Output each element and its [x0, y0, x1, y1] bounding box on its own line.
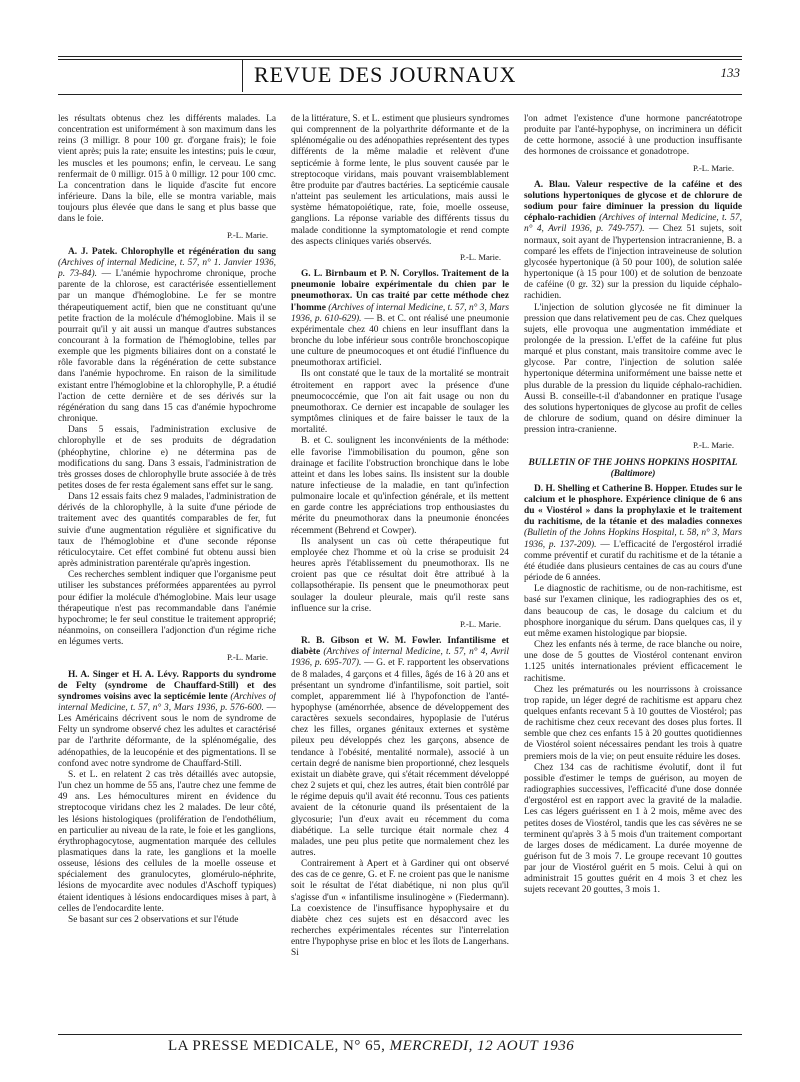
paragraph: l'on admet l'existence d'une hormone pancréatotrope produite par l'anté-hypophyse, on incriminera un déficit de cette hormone, associé à une production insuffisante des hormones de croissance et gonadotrope. [524, 114, 742, 158]
header-vertical-bar [242, 60, 243, 92]
article-heading: G. L. Birnbaum et P. N. Coryllos. Traitement de la pneumonie lobaire expérimentale du chien par le pneumothorax. Un cas traité par cette méthode chez l'homme (Archives of internal Medicine, t. 57, n° 3, Mars 1936, p. 610-629). — B. et C. ont réalisé une pneumonie expérimentale chez 40 chiens en leur insufflant dans la bronche du lobe inférieur sous contrôle bronchoscopique une culture de pneumocoques et ont étudié l'influence du pneumothorax artificiel. [291, 269, 509, 369]
page-footer [58, 1034, 742, 1064]
header-rule-top-double [58, 59, 742, 60]
article-heading: H. A. Singer et H. A. Lévy. Rapports du syndrome de Felty (syndrome de Chauffard-Still) et des syndromes voisins avec la septicémie lente (Archives of internal Medicine, t. 57, n° 3, Mars 1936, p. 576-600. — Les Américains décrivent sous le nom de syndrome de Felty un syndrome observé chez les adultes et caractérisé par de l'arthrite déformante, de la splénomégalie, des adénopathies, de la leucopénie et des pigmentations. Il se confond avec notre syndrome de Chauffard-Still. [58, 669, 276, 769]
paragraph: S. et L. en relatent 2 cas très détaillés avec autopsie, l'un chez un homme de 55 ans, l'autre chez une femme de 49 ans. Les hémocultures mirent en évidence du streptocoque viridans chez les 2 malades. De leur côté, les lésions histologiques (prolifération de l'endothélium, en particulier au niveau de la rate, le foie et les ganglions, érythrophagocytose, augmentation marquée des cellules plasmatiques dans la rate, les ganglions et la moelle osseuse, lésions des cellules de la moelle osseuse et spécialement des granulocytes, glomérulo-néphrite, lésions de myocardite avec nodules d'Aschoff typiques) étaient identiques à lésions endocardiques mises à part, à celles de l'endocardite lente. [58, 769, 276, 914]
footer-rule [58, 1034, 742, 1035]
paragraph: B. et C. soulignent les inconvénients de la méthode: elle favorise l'immobilisation du poumon, gêne son drainage et facilite l'obstruction bronchique dans le lobe atteint et dans les lobes sains. Ils insistent sur la double nature infectieuse de la maladie, en tant qu'infection pulmonaire locale et qu'infection générale, et ils mettent en garde contre les appréciations trop enthousiastes du mérite du pneumothorax dans la pneumonie énoncées récemment (Behrend et Cowper). [291, 436, 509, 536]
paragraph: de la littérature, S. et L. estiment que plusieurs syndromes qui comprennent de la polyarthrite déformante et de la splénomégalie ou des adénopathies représentent des types différents de la même maladie et relèvent d'une septicémie à forme lente, le plus souvent causée par le streptocoque viridans, mais pouvant vraisemblablement être produite par d'autres bactéries. La septicémie causale n'atteint pas seulement les articulations, mais aussi le système hématopoiétique, rate, foie, moelle osseuse, ganglions. La réponse variable des différents tissus du malade conditionne la symptomatologie et rend compte des aspects cliniques variés observés. [291, 114, 509, 247]
paragraph: les résultats obtenus chez les différents malades. La concentration est uniformément à son maximum dans les reins (3 milligr. 8 pour 100 gr. d'organe frais); le foie vient après; puis la rate; ensuite les intestins; puis le cœur, les muscles et les poumons; enfin, le cerveau. Le sang renfermait de 0 milligr. 015 à 0 milligr. 12 pour 100 cmc. La concentration dans le liquide d'ascite fut encore inférieure. Dans la bile, elle se montra variable, mais toujours plus élevée que dans le sang et plus basse que dans le foie. [58, 114, 276, 225]
signature: P.-L. Marie. [692, 162, 734, 173]
header-rule-top [58, 56, 742, 57]
article-heading: R. B. Gibson et W. M. Fowler. Infantilisme et diabète (Archives of internal Medicine, t. 57, n° 4, Avril 1936, p. 695-707). — G. et F. rapportent les observations de 8 malades, 4 garçons et 4 filles, âgés de 16 à 20 ans et présentant un syndrome d'infantilisme, soit partiel, soit complet, apparemment lié à l'hypofonction de l'anté-hypophyse (aménorrhée, absence de développement des caractères sexuels secondaires, hypoplasie de l'utérus chez les filles, organes génitaux externes et système pileux peu développés chez les garçons, absence de tendance à l'obésité, mentalité normale), associé à un certain degré de nanisme bien proportionné, chez lesquels existait un diabète grave, qui s'était récemment développé chez 2 sujets et qui, chez les autres, était bien contrôlé par le régime depuis qu'il avait été reconnu. Tous ces patients avaient de la cétonurie quand ils présentaient de la glycosurie; l'un d'eux avait eu récemment du coma diabétique. La selle turcique était normale chez 4 malades, une peu plus petite que normalement chez les autres. [291, 636, 509, 858]
page-number: 133 [720, 65, 740, 80]
bulletin-section-title: BULLETIN OF THE JOHNS HOPKINS HOSPITAL [528, 457, 738, 468]
paragraph: Chez 134 cas de rachitisme évolutif, dont il fut possible d'estimer le temps de guérison, au moyen de radiographies successives, l'efficacité d'une dose donnée d'ergostérol est en rapport avec la gravité de la maladie. Les cas légers guérissent en 1 à 2 mois, même avec des petites doses de Viostérol, tandis que les cas sévères ne se terminent qu'après 3 à 5 mois d'un traitement comportant de larges doses de médicament. La durée moyenne de guérison fut de 3 mois 7. Le groupe recevant 10 gouttes par jour de Viostérol guérit en 5 mois. Celui à qui on administrait 15 gouttes guérit en 4 mois 3 et chez les sujets recevant 20 gouttes, 3 mois 1. [524, 762, 742, 896]
paragraph: Contrairement à Apert et à Gardiner qui ont observé des cas de ce genre, G. et F. ne croient pas que le nanisme soit le résultat de l'état diabétique, ni non plus qu'il s'agisse d'un « infantilisme insulinogène » (Fiedermann). La coexistence de l'insuffisance hypophysaire et du diabète chez ces sujets est en désaccord avec les recherches expérimentales récentes sur l'interrelation entre l'hypophyse prise en bloc et les îlots de Langerhans. Si [291, 859, 509, 959]
article-heading: D. H. Shelling et Catherine B. Hopper. Etudes sur le calcium et le phosphore. Expérience clinique de 6 ans du « Viostérol » dans la prophylaxie et le traitement du rachitisme, de la tétanie et des maladies connexes (Bulletin of the Johns Hopkins Hospital, t. 58, n° 3, Mars 1936, p. 137-209). — L'efficacité de l'ergostérol irradié comme préventif et curatif du rachitisme et de la tétanie a été étudiée dans plusieurs centaines de cas au cours d'une période de 6 années. [524, 483, 742, 584]
article-heading: A. Blau. Valeur respective de la caféine et des solutions hypertoniques de glycose et de chlorure de sodium pour faire diminuer la pression du liquide céphalo-rachidien (Archives of internal Medicine, t. 57, n° 4, Avril 1936, p. 749-757). — Chez 51 sujets, soit normaux, soit ayant de l'hypertension intracranienne, B. a comparé les effets de l'injection intraveineuse de solution glycosée hypertonique (à 50 pour 100), de solution salée hypertonique (à 15 pour 100) et de solution de benzoate de caféine (0 gr. 32) sur la pression du liquide céphalo-rachidien. [524, 179, 742, 302]
column-2 [291, 114, 509, 1032]
paragraph: L'injection de solution glycosée ne fit diminuer la pression que dans relativement peu de cas. Chez quelques sujets, elle provoqua une augmentation immédiate et prolongée de la pression. L'effet de la caféine fut plus marqué et plus constant, mais transitoire comme avec le glycose. Par contre, l'injection de solution salée hypertonique détermina uniformément une baisse nette et plus durable de la pression du liquide céphalo-rachidien. Aussi B. conseille-t-il d'abandonner en pratique l'usage des solutions hypertoniques de glycose au profit de celles de chlorure de sodium, quand on désire diminuer la pression intra-cranienne. [524, 302, 742, 436]
paragraph: Chez les enfants nés à terme, de race blanche ou noire, une dose de 5 gouttes de Viostérol contenant environ 1.125 unités internationales prévient efficacement le rachitisme. [524, 640, 742, 684]
article-heading: A. J. Patek. Chlorophylle et régénération du sang (Archives of internal Medicine, t. 57, n° 1. Janvier 1936, p. 73-84). — L'anémie hypochrome chronique, proche parente de la chlorose, est caractérisée essentiellement par un manque d'hémoglobine. Le fer se montre thérapeutiquement actif, bien que ne constituant qu'une petite fraction de la molécule d'hémoglobine. Mais il se pourrait qu'il y ait aussi un manque d'autres substances concourant à la formation de l'hémoglobine, telles par exemple que les pigments biliaires dont on a constaté le rôle favorable dans la régénération de cette substance dans l'anémie hypochrome. En raison de la similitude existant entre l'hémoglobine et la chlorophylle, P. a étudié l'action de cette dernière et de ses dérivés sur la régénération du sang dans 15 cas d'anémie hypochrome chronique. [58, 246, 276, 425]
footer-journal-name: LA PRESSE MEDICALE, N° 65, [168, 1038, 386, 1054]
signature: P.-L. Marie. [226, 652, 268, 663]
header-rule-bottom [58, 94, 742, 95]
article-columns [58, 114, 742, 1032]
signature: P.-L. Marie. [226, 229, 268, 240]
column-1 [58, 114, 276, 1032]
page-header [58, 56, 742, 92]
signature: P.-L. Marie. [692, 440, 734, 451]
paragraph: Le diagnostic de rachitisme, ou de non-rachitisme, est basé sur l'examen clinique, les radiographies des os et, dans beaucoup de cas, le dosage du calcium et du phosphore inorganique du sérum. Dans quelques cas, il y eut même examen histologique par biopsie. [524, 584, 742, 639]
signature: P.-L. Marie. [459, 251, 501, 262]
journal-section-title: REVUE DES JOURNAUX [254, 62, 517, 87]
footer-journal-line [168, 1038, 574, 1055]
paragraph: Se basant sur ces 2 observations et sur l'étude [68, 914, 239, 925]
footer-date: MERCREDI, 12 AOUT 1936 [389, 1038, 575, 1054]
bulletin-section-location: (Baltimore) [610, 468, 656, 479]
paragraph: Chez les prématurés ou les nourrissons à croissance trop rapide, un léger degré de rachitisme est apparu chez quelques enfants recevant 5 à 10 gouttes de Viostérol; pas de rachitisme chez ceux recevant des doses plus fortes. Il semble que chez ces enfants 15 à 20 gouttes quotidiennes de Viostérol soient nécessaires pendant les trois à quatre premiers mois de la vie; on peut ensuite réduire les doses. [524, 684, 742, 762]
paragraph: Ils analysent un cas où cette thérapeutique fut employée chez l'homme et où la crise se produisit 24 heures après l'établissement du pneumothorax. Ils ne croient pas que ce résultat doit être attribué à la collapsothérapie. Ils pensent que le pneumothorax peut soulager la douleur pleurale, mais qu'il reste sans influence sur la crise. [291, 536, 509, 614]
column-3 [524, 114, 742, 1032]
paragraph: Dans 12 essais faits chez 9 malades, l'administration de dérivés de la chlorophylle, à la suite d'une période de traitement avec des quantités comparables de fer, fut suivie d'une augmentation régulière et significative du taux de l'hémoglobine et d'une seconde réponse réticulocytaire. Cet effet combiné fut obtenu aussi bien après administration parentérale qu'après ingestion. [58, 492, 276, 570]
paragraph: Ils ont constaté que le taux de la mortalité se montrait étroitement en rapport avec la présence d'une pneumococcémie, que l'on ait fait usage ou non du pneumothorax. Ce dernier est incapable de soulager les symptômes cliniques et de faire baisser le taux de la mortalité. [291, 369, 509, 436]
signature: P.-L. Marie. [459, 618, 501, 629]
paragraph: Ces recherches semblent indiquer que l'organisme peut utiliser les substances préformées apparentées au pyrrol pour édifier la molécule d'hémoglobine. Mais leur usage thérapeutique n'est pas recommandable dans l'anémie hypochrome; le fer seul constitue le traitement approprié; néanmoins, on conseillera l'adjonction d'un régime riche en légumes verts. [58, 570, 276, 648]
paragraph: Dans 5 essais, l'administration exclusive de chlorophylle et de ses produits de dégradation (phéophytine, chlorine e) ne détermina pas de modifications du sang. Dans 3 essais, l'administration de très grosses doses de chlorophylle brute associée à de très petites doses de fer resta également sans effet sur le sang. [58, 425, 276, 491]
